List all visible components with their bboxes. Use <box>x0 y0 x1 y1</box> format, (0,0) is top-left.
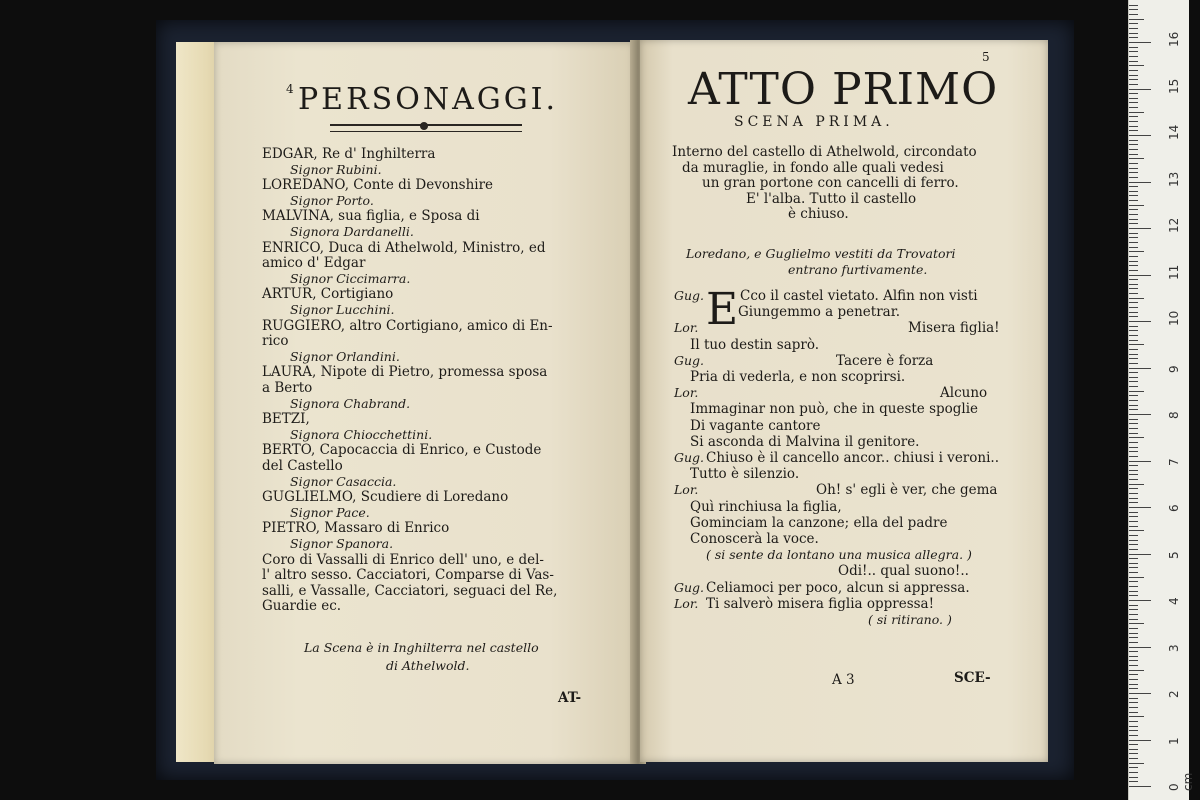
ruler-tick <box>1129 512 1138 513</box>
ruler-tick <box>1129 488 1138 489</box>
ruler-tick <box>1129 535 1138 536</box>
ruler-tick <box>1129 554 1151 555</box>
ruler-tick <box>1129 140 1138 141</box>
cast-role: ENRICO, Duca di Athelwold, Ministro, ed <box>262 239 546 256</box>
signature-mark: A 3 <box>832 672 855 688</box>
ruler-tick <box>1129 530 1144 531</box>
setting-line: è chiuso. <box>788 206 849 222</box>
ruler-tick <box>1129 419 1138 420</box>
ruler-tick <box>1129 288 1138 289</box>
setting-line: un gran portone con cancelli di ferro. <box>702 175 959 191</box>
ruler-tick <box>1129 391 1144 392</box>
ruler-label: 11 <box>1167 264 1181 280</box>
ruler-tick <box>1129 470 1138 471</box>
ruler-tick <box>1129 223 1138 224</box>
ruler-tick <box>1129 158 1144 159</box>
dialogue-line: Ti salverò misera figlia oppressa! <box>706 595 935 612</box>
dialogue-line: Pria di vederla, e non scoprirsi. <box>690 369 906 385</box>
ruler-tick <box>1129 321 1151 322</box>
cast-performer: Signora Dardanelli. <box>290 224 414 239</box>
ruler-tick <box>1129 98 1138 99</box>
right-page <box>640 40 1048 762</box>
ruler-tick <box>1129 242 1138 243</box>
ruler-tick <box>1129 577 1144 578</box>
ruler-tick <box>1129 61 1138 62</box>
ruler-tick <box>1129 400 1138 401</box>
ruler-tick <box>1129 377 1138 378</box>
ruler-tick <box>1129 293 1138 294</box>
ruler-tick <box>1129 767 1138 768</box>
ruler-tick <box>1129 484 1144 485</box>
ruler-tick <box>1129 279 1138 280</box>
dialogue-line: Alcuno <box>940 385 988 402</box>
ruler-tick <box>1129 144 1138 145</box>
ruler-tick <box>1129 335 1138 336</box>
dialogue-line: Oh! s' egli è ver, che gema <box>816 482 998 499</box>
dialogue-line: Quì rinchiusa la figlia, <box>690 498 842 515</box>
ruler-tick <box>1129 228 1151 229</box>
ruler-tick <box>1129 121 1138 122</box>
ruler-tick <box>1129 656 1138 657</box>
ruler-tick <box>1129 447 1138 448</box>
ruler-tick <box>1129 744 1138 745</box>
ruler-tick <box>1129 693 1151 694</box>
speaker-label: Lor. <box>674 385 699 401</box>
dialogue-line: Odi!.. qual suono!.. <box>838 563 969 580</box>
speaker-label: Lor. <box>674 320 699 336</box>
ruler-tick <box>1129 753 1138 754</box>
stage-direction-2: entrano furtivamente. <box>788 262 928 277</box>
speaker-label: Lor. <box>674 595 699 611</box>
left-catchword: AT- <box>558 690 582 706</box>
ruler-tick <box>1129 605 1138 606</box>
ruler-tick <box>1129 442 1138 443</box>
ruler-tick <box>1129 14 1138 15</box>
setting-line: Interno del castello di Athelwold, circondato <box>672 144 977 160</box>
dialogue-line: Di vagante cantore <box>690 417 821 434</box>
cast-role: Guardie ec. <box>262 598 342 615</box>
cast-performer: Signor Porto. <box>290 192 374 208</box>
ruler-tick <box>1129 386 1138 387</box>
title-ornament <box>330 124 522 132</box>
ruler-tick <box>1129 623 1144 624</box>
dialogue-line: Cco il castel vietato. Alfin non visti <box>740 288 978 304</box>
ruler-tick <box>1129 493 1138 494</box>
ruler-tick <box>1129 642 1138 643</box>
setting-line: E' l'alba. Tutto il castello <box>746 190 917 207</box>
dialogue-line: Giungemmo a penetrar. <box>738 304 900 321</box>
ruler-label: 13 <box>1167 171 1181 187</box>
ruler-tick <box>1129 735 1138 736</box>
cast-role: GUGLIELMO, Scudiere di Loredano <box>262 489 509 506</box>
dialogue-line: Tutto è silenzio. <box>690 466 800 483</box>
act-title: ATTO PRIMO <box>688 64 999 115</box>
ruler-tick <box>1129 330 1138 331</box>
ruler-tick <box>1129 707 1138 708</box>
cast-performer: Signor Ciccimarra. <box>290 270 411 286</box>
ruler-tick <box>1129 354 1138 355</box>
ruler-tick <box>1129 154 1138 155</box>
ruler-tick <box>1129 5 1138 6</box>
ruler-tick <box>1129 149 1138 150</box>
ruler-tick <box>1129 437 1144 438</box>
cast-role: Coro di Vassalli di Enrico dell' uno, e del- <box>262 551 544 568</box>
ruler-tick <box>1129 126 1138 127</box>
speaker-label: Gug. <box>674 579 705 595</box>
left-page-title: PERSONAGGI. <box>298 82 559 117</box>
ruler-tick <box>1129 358 1138 359</box>
ruler-tick <box>1129 633 1138 634</box>
stage-direction-1: Loredano, e Guglielmo vestiti da Trovatori <box>686 246 956 261</box>
ruler-tick <box>1129 23 1138 24</box>
ruler-label: 3 <box>1167 643 1181 652</box>
dialogue-line: Chiuso è il cancello ancor.. chiusi i veroni.. <box>706 450 999 466</box>
cast-role: BETZI, <box>262 411 310 428</box>
ruler-tick <box>1129 698 1138 699</box>
setting-line: da muraglie, in fondo alle quali vedesi <box>682 159 944 176</box>
ruler-tick <box>1129 9 1138 10</box>
ruler-tick <box>1129 316 1138 317</box>
cast-role: rico <box>262 333 289 350</box>
ruler-tick <box>1129 465 1138 466</box>
dialogue-line: Tacere è forza <box>836 352 934 369</box>
speaker-label: Gug. <box>674 450 705 465</box>
ruler-tick <box>1129 544 1138 545</box>
ruler-tick <box>1129 349 1138 350</box>
speaker-label: Gug. <box>674 352 705 368</box>
ruler-tick <box>1129 363 1138 364</box>
speaker-label: Lor. <box>674 482 699 498</box>
cast-role: salli, e Vassalle, Cacciatori, seguaci del Re, <box>262 582 558 599</box>
ruler-tick <box>1129 688 1138 689</box>
cast-role: MALVINA, sua figlia, e Sposa di <box>262 208 480 225</box>
ruler-tick <box>1129 47 1138 48</box>
ruler-tick <box>1129 372 1138 373</box>
cast-performer: Signor Spanora. <box>290 536 394 551</box>
ruler-tick <box>1129 456 1138 457</box>
ruler-tick <box>1129 619 1138 620</box>
cast-performer: Signor Orlandini. <box>290 348 400 364</box>
ruler-tick <box>1129 516 1138 517</box>
cast-role: amico d' Edgar <box>262 255 366 272</box>
scene-note-line-1: La Scena è in Inghilterra nel castello <box>304 640 539 655</box>
ruler-tick <box>1129 205 1144 206</box>
ruler-tick <box>1129 674 1138 675</box>
dialogue-line: Si asconda di Malvina il genitore. <box>690 433 920 450</box>
dialogue-line: Misera figlia! <box>908 320 1000 337</box>
ruler-tick <box>1129 540 1138 541</box>
cast-role: PIETRO, Massaro di Enrico <box>262 520 450 537</box>
ruler-tick <box>1129 191 1138 192</box>
ruler-tick <box>1129 70 1138 71</box>
ruler-tick <box>1129 614 1138 615</box>
ruler-label: 14 <box>1167 124 1181 140</box>
ruler-tick <box>1129 405 1138 406</box>
ruler-tick <box>1129 428 1138 429</box>
cast-role: l' altro sesso. Cacciatori, Comparse di Vas- <box>262 567 554 584</box>
measuring-ruler <box>1128 0 1195 800</box>
ruler-tick <box>1129 772 1138 773</box>
ruler-tick <box>1129 182 1151 183</box>
ruler-tick <box>1129 521 1138 522</box>
ruler-tick <box>1129 712 1138 713</box>
ruler-tick <box>1129 628 1138 629</box>
right-catchword: SCE- <box>954 670 991 686</box>
dialogue-line: Conoscerà la voce. <box>690 531 819 547</box>
ruler-tick <box>1129 37 1138 38</box>
ruler-tick <box>1129 233 1138 234</box>
cast-role: LOREDANO, Conte di Devonshire <box>262 177 494 194</box>
cast-role: a Berto <box>262 380 313 396</box>
ruler-tick <box>1129 479 1138 480</box>
ruler-tick <box>1129 763 1144 764</box>
ruler-tick <box>1129 368 1151 369</box>
ruler-tick <box>1129 730 1138 731</box>
ruler-tick <box>1129 237 1138 238</box>
drop-cap: E <box>706 284 739 335</box>
ruler-tick <box>1129 660 1138 661</box>
ruler-tick <box>1129 451 1138 452</box>
ruler-tick <box>1129 586 1138 587</box>
dialogue-line: Immaginar non può, che in queste spoglie <box>690 401 979 418</box>
ruler-tick <box>1129 679 1138 680</box>
dialogue-line: ( si ritirano. ) <box>868 612 952 627</box>
ruler-tick <box>1129 726 1138 727</box>
ruler-tick <box>1129 172 1138 173</box>
ruler-tick <box>1129 409 1138 410</box>
ruler-tick <box>1129 214 1138 215</box>
ruler-tick <box>1129 298 1144 299</box>
ruler-tick <box>1129 344 1144 345</box>
ruler-tick <box>1129 51 1138 52</box>
cast-performer: Signora Chiocchettini. <box>290 426 433 442</box>
ruler-tick <box>1129 186 1138 187</box>
ruler-tick <box>1129 79 1138 80</box>
ruler-tick <box>1129 107 1138 108</box>
dialogue-line: ( si sente da lontano una musica allegra. ) <box>706 547 972 563</box>
ruler-tick <box>1129 563 1138 564</box>
ruler-tick <box>1129 647 1151 648</box>
ruler-tick <box>1129 75 1138 76</box>
ruler-tick <box>1129 498 1138 499</box>
ruler-tick <box>1129 595 1138 596</box>
ruler-tick <box>1129 581 1138 582</box>
ruler-label: 15 <box>1167 78 1181 94</box>
ruler-tick <box>1129 558 1138 559</box>
ruler-tick <box>1129 195 1138 196</box>
ruler-label: 12 <box>1167 217 1181 233</box>
ruler-tick <box>1129 716 1144 717</box>
ruler-tick <box>1129 670 1144 671</box>
dialogue-line: Gominciam la canzone; ella del padre <box>690 514 948 531</box>
ruler-label: 4 <box>1167 597 1181 605</box>
ruler-label: 10 <box>1167 310 1181 326</box>
ruler-tick <box>1129 219 1138 220</box>
ruler-tick <box>1129 209 1138 210</box>
ruler-tick <box>1129 591 1138 592</box>
ruler-tick <box>1129 461 1151 462</box>
ruler-tick <box>1129 93 1138 94</box>
scene-note-line-2: di Athelwold. <box>386 658 470 673</box>
right-page-number: 5 <box>982 50 990 64</box>
ruler-label: 5 <box>1167 550 1181 559</box>
ruler-tick <box>1129 112 1144 113</box>
ruler-label: 16 <box>1167 31 1181 47</box>
ruler-tick <box>1129 609 1138 610</box>
ruler-label: 0 cm <box>1167 772 1195 791</box>
ruler-tick <box>1129 781 1138 782</box>
ruler-tick <box>1129 395 1138 396</box>
cast-role: LAURA, Nipote di Pietro, promessa sposa <box>262 364 548 381</box>
cast-role: del Castello <box>262 458 343 474</box>
ruler-tick <box>1129 474 1138 475</box>
ruler-tick <box>1129 572 1138 573</box>
ruler-tick <box>1129 721 1138 722</box>
speaker-label: Gug. <box>674 288 705 303</box>
ruler-tick <box>1129 84 1138 85</box>
ruler-tick <box>1129 42 1151 43</box>
ruler-tick <box>1129 665 1138 666</box>
ruler-label: 1 <box>1167 736 1181 745</box>
ruler-tick <box>1129 163 1138 164</box>
ruler-tick <box>1129 102 1138 103</box>
ruler-tick <box>1129 381 1138 382</box>
ruler-label: 8 <box>1167 411 1181 419</box>
ruler-tick <box>1129 307 1138 308</box>
ruler-label: 6 <box>1167 504 1181 512</box>
ruler-tick <box>1129 177 1138 178</box>
ruler-tick <box>1129 302 1138 303</box>
ruler-tick <box>1129 135 1151 136</box>
cast-performer: Signora Chabrand. <box>290 395 411 411</box>
ruler-tick <box>1129 256 1138 257</box>
ruler-tick <box>1129 740 1151 741</box>
ruler-tick <box>1129 526 1138 527</box>
ruler-tick <box>1129 786 1151 787</box>
ruler-tick <box>1129 684 1138 685</box>
ruler-tick <box>1129 89 1151 90</box>
ruler-tick <box>1129 423 1138 424</box>
ruler-tick <box>1129 65 1144 66</box>
cast-performer: Signor Pace. <box>290 504 370 520</box>
dialogue-line: Il tuo destin saprò. <box>690 336 820 353</box>
ruler-tick <box>1129 116 1138 117</box>
ruler-tick <box>1129 130 1138 131</box>
cast-performer: Signor Lucchini. <box>290 302 395 317</box>
left-page-mark: 4 <box>286 82 294 96</box>
ruler-label: 9 <box>1167 364 1181 373</box>
ruler-tick <box>1129 758 1138 759</box>
dialogue-line: Celiamoci per poco, alcun si appressa. <box>706 579 970 596</box>
left-page <box>214 42 634 764</box>
ruler-tick <box>1129 247 1138 248</box>
cast-performer: Signor Casaccia. <box>290 473 397 489</box>
ruler-tick <box>1129 702 1138 703</box>
ruler-tick <box>1129 33 1138 34</box>
ruler-tick <box>1129 777 1138 778</box>
cast-role: ARTUR, Cortigiano <box>262 286 394 303</box>
ruler-tick <box>1129 600 1151 601</box>
ruler-tick <box>1129 270 1138 271</box>
ruler-tick <box>1129 433 1138 434</box>
ruler-tick <box>1129 749 1138 750</box>
ruler-tick <box>1129 28 1138 29</box>
ruler-tick <box>1129 507 1151 508</box>
ruler-tick <box>1129 275 1151 276</box>
ruler-tick <box>1129 56 1138 57</box>
ruler-tick <box>1129 549 1138 550</box>
cast-performer: Signor Rubini. <box>290 161 382 177</box>
ruler-tick <box>1129 312 1138 313</box>
cast-role: EDGAR, Re d' Inghilterra <box>262 146 436 162</box>
ruler-tick <box>1129 340 1138 341</box>
ruler-label: 7 <box>1167 457 1181 466</box>
ruler-tick <box>1129 251 1144 252</box>
cast-role: BERTO, Capocaccia di Enrico, e Custode <box>262 442 542 459</box>
ruler-tick <box>1129 19 1144 20</box>
ruler-tick <box>1129 284 1138 285</box>
cast-role: RUGGIERO, altro Cortigiano, amico di En- <box>262 317 553 334</box>
ruler-tick <box>1129 637 1138 638</box>
ruler-tick <box>1129 200 1138 201</box>
ruler-tick <box>1129 168 1138 169</box>
ruler-tick <box>1129 567 1138 568</box>
ruler-tick <box>1129 414 1151 415</box>
ruler-tick <box>1129 651 1138 652</box>
ruler-tick <box>1129 261 1138 262</box>
scene-title: SCENA PRIMA. <box>734 114 894 130</box>
ruler-label: 2 <box>1167 690 1181 698</box>
ruler-tick <box>1129 326 1138 327</box>
ruler-tick <box>1129 265 1138 266</box>
ruler-tick <box>1129 502 1138 503</box>
